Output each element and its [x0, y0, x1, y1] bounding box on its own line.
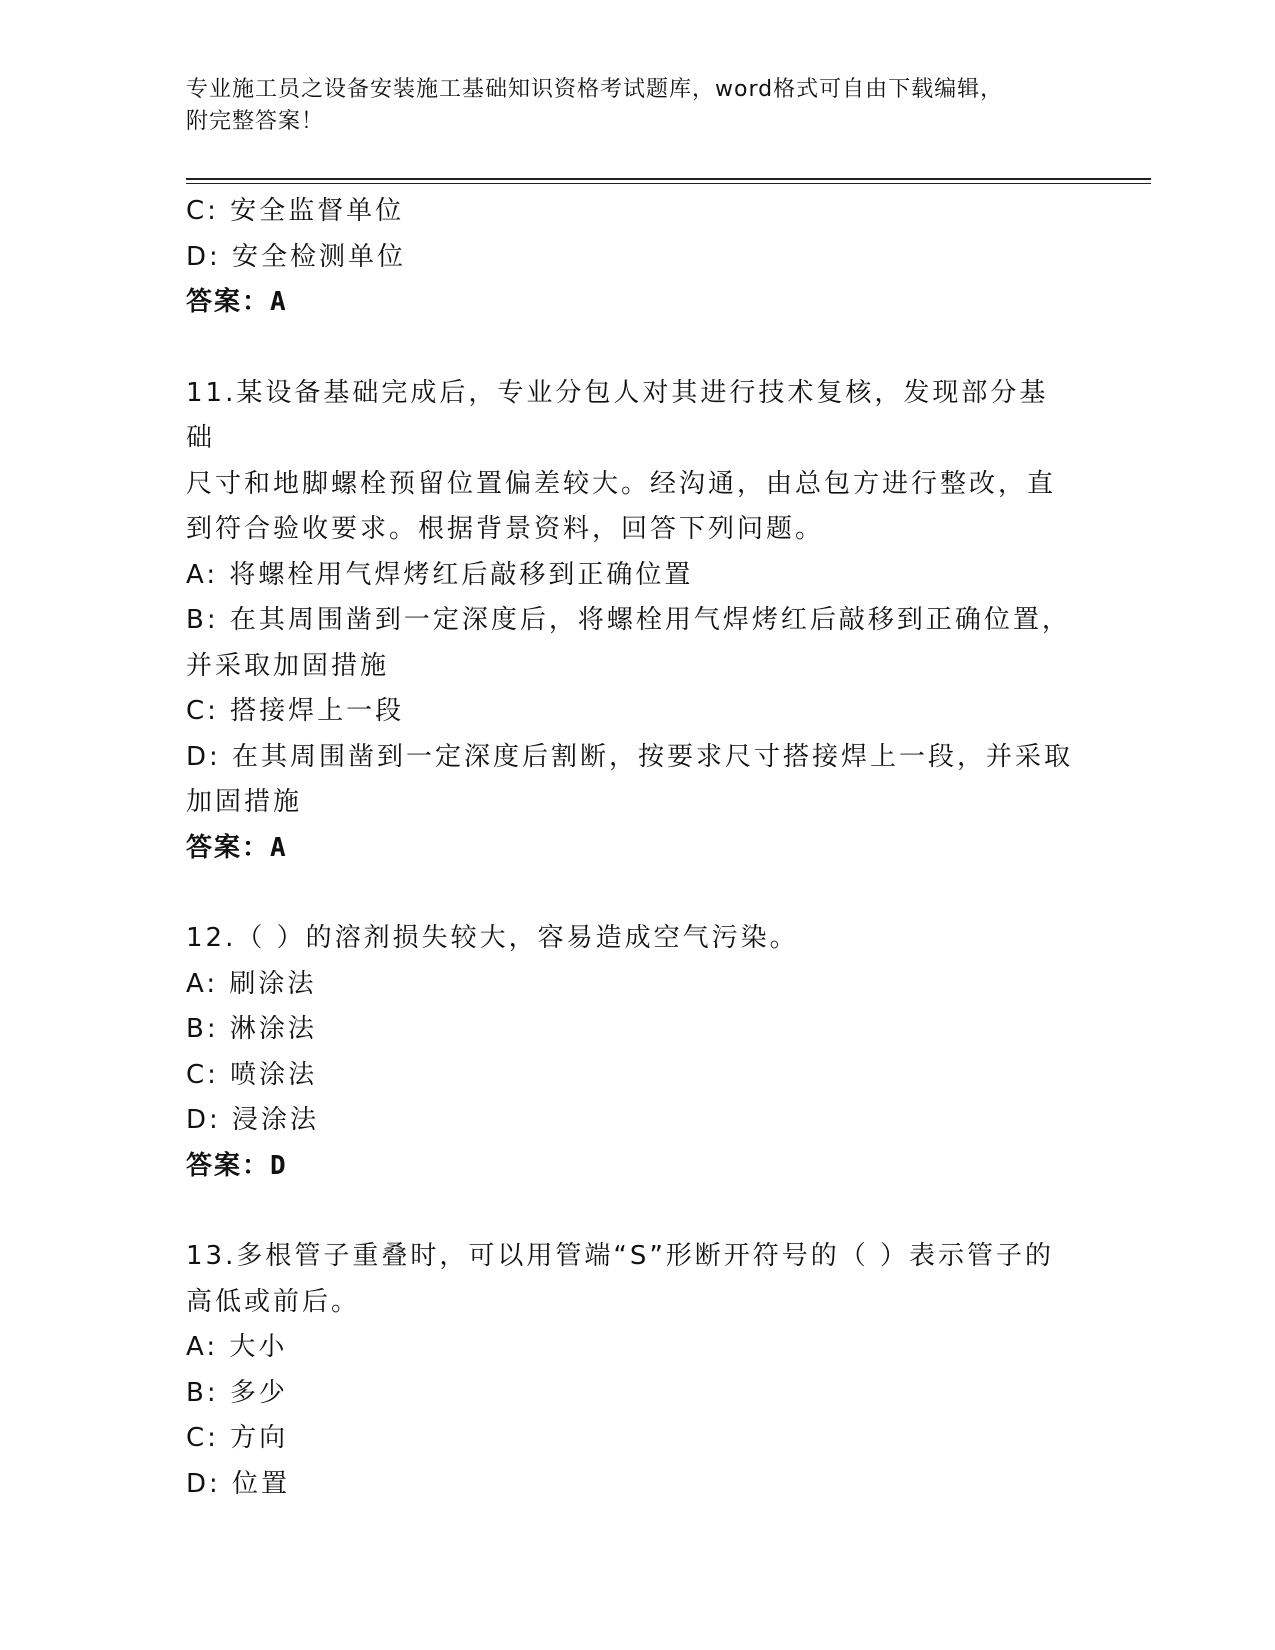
question-12 [186, 916, 1076, 1189]
option-d: D: 安全检测单位 [186, 241, 407, 272]
answer-line [186, 280, 1076, 326]
answer-value: D [270, 1150, 288, 1181]
option-b: B: 多少 [186, 1377, 288, 1408]
option-a: A: 刷涂法 [186, 968, 317, 999]
answer-label: 答案： [186, 1150, 271, 1181]
spacer [186, 326, 1076, 371]
answer-value: A [270, 832, 288, 863]
prev-question [186, 189, 1076, 326]
option-c: C: 喷涂法 [186, 1059, 318, 1090]
option-c: C: 搭接焊上一段 [186, 696, 405, 726]
option-a: A: 将螺栓用气焊烤红后敲移到正确位置 [186, 559, 694, 590]
option-b: B: 在其周围凿到一定深度后，将螺栓用气焊烤红后敲移到正确位置， [186, 605, 1071, 635]
option-b: B: 淋涂法 [186, 1014, 317, 1044]
answer-value: A [270, 287, 288, 317]
header-rule-thin [186, 183, 1151, 184]
header-line-1: 专业施工员之设备安装施工基础知识资格考试题库，word格式可自由下载编辑， [186, 77, 1004, 102]
answer-line [186, 826, 1076, 872]
question-list [186, 189, 1076, 1507]
question-stem-line: 尺寸和地脚螺栓预留位置偏差较大。经沟通，由总包方进行整改，直 [186, 468, 1057, 499]
question-11 [186, 371, 1076, 872]
header-line-2: 附完整答案！ [186, 109, 325, 134]
answer-label: 答案： [186, 287, 271, 317]
option-d: D: 浸涂法 [186, 1105, 320, 1135]
option-d: D: 在其周围凿到一定深度后割断，按要求尺寸搭接焊上一段，并采取 [186, 741, 1074, 772]
document-header [186, 74, 1086, 138]
answer-line [186, 1144, 1076, 1190]
question-stem-line: 13.多根管子重叠时，可以用管端“S”形断开符号的（ ）表示管子的 [186, 1241, 1055, 1271]
spacer [186, 871, 1076, 916]
question-13 [186, 1234, 1076, 1507]
question-stem-line: 11.某设备基础完成后，专业分包人对其进行技术复核，发现部分基础 [186, 377, 1049, 453]
answer-label: 答案： [186, 832, 271, 863]
option-b-continued: 并采取加固措施 [186, 650, 390, 681]
question-stem-line: 到符合验收要求。根据背景资料，回答下列问题。 [186, 514, 825, 544]
option-c: C: 方向 [186, 1423, 289, 1453]
option-d-continued: 加固措施 [186, 787, 303, 817]
question-stem-line: 12.（ ）的溶剂损失较大，容易造成空气污染。 [186, 923, 799, 953]
question-stem-line: 高低或前后。 [186, 1286, 361, 1317]
spacer [186, 1189, 1076, 1234]
header-rule-thick [186, 178, 1151, 180]
option-d: D: 位置 [186, 1468, 291, 1499]
option-a: A: 大小 [186, 1332, 288, 1362]
option-c: C: 安全监督单位 [186, 196, 405, 226]
